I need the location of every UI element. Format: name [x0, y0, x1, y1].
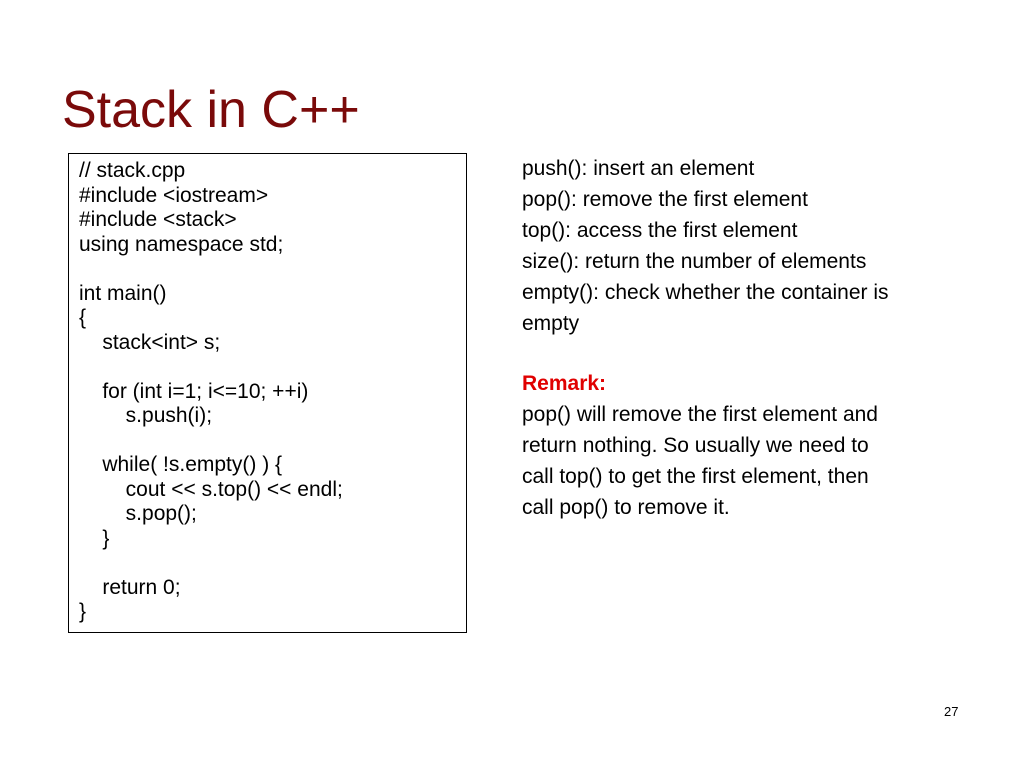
remark-text: pop() will remove the first element and: [522, 403, 878, 426]
code-blank-line: [79, 429, 466, 454]
code-line: for (int i=1; i<=10; ++i): [79, 379, 309, 403]
spacer: [522, 339, 992, 368]
method-description: size(): return the number of elements: [522, 250, 867, 273]
code-line: return 0;: [79, 575, 181, 599]
method-description: empty: [522, 312, 580, 335]
page-number: 27: [944, 704, 959, 719]
code-blank-line: [79, 257, 466, 282]
remark-text: call pop() to remove it.: [522, 496, 730, 519]
code-line: #include <stack>: [79, 208, 237, 231]
code-line: s.pop();: [79, 502, 197, 525]
method-description: pop(): remove the first element: [522, 188, 808, 211]
code-listing-box: [68, 153, 467, 633]
code-line: s.push(i);: [79, 404, 213, 427]
code-line: int main(): [79, 281, 167, 305]
method-description: top(): access the first element: [522, 219, 798, 242]
code-line: stack<int> s;: [79, 330, 221, 354]
code-line: }: [79, 526, 110, 550]
code-blank-line: [79, 551, 466, 576]
slide-title: Stack in C++: [62, 81, 360, 139]
code-line: using namespace std;: [79, 232, 284, 256]
method-description: push(): insert an element: [522, 157, 755, 180]
method-description: empty(): check whether the container is: [522, 281, 889, 304]
code-line: cout << s.top() << endl;: [79, 477, 343, 501]
code-line: {: [79, 306, 87, 329]
code-blank-line: [79, 355, 466, 380]
code-line: // stack.cpp: [79, 159, 186, 182]
code-line: }: [79, 600, 87, 623]
remark-heading: Remark:: [522, 372, 607, 395]
code-line: while( !s.empty() ) {: [79, 453, 283, 476]
code-line: #include <iostream>: [79, 183, 269, 207]
notes-panel: [522, 153, 992, 523]
remark-text: return nothing. So usually we need to: [522, 434, 869, 457]
remark-text: call top() to get the first element, then: [522, 465, 869, 488]
